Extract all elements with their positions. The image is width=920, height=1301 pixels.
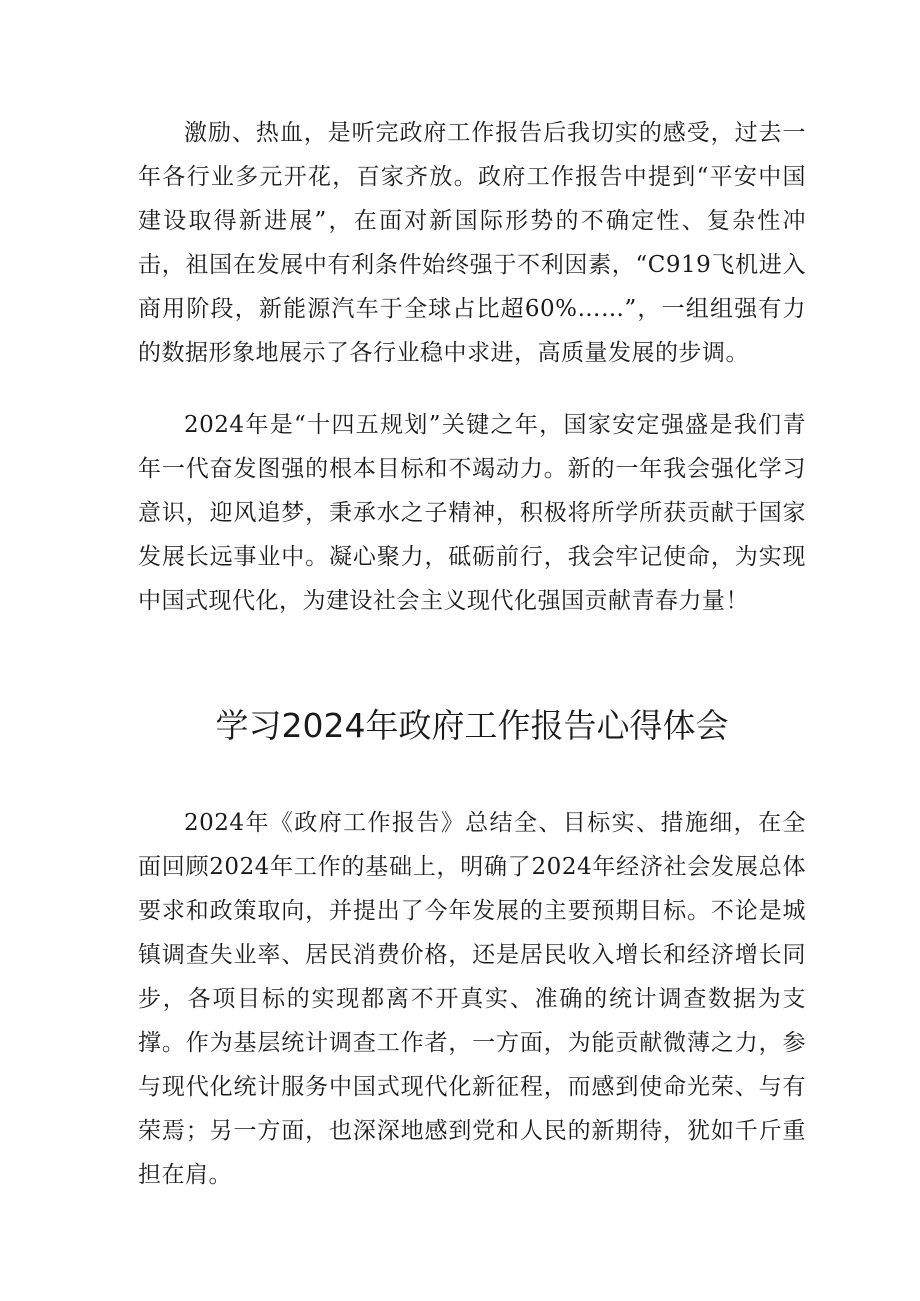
paragraph-1: 激励、热血，是听完政府工作报告后我切实的感受，过去一年各行业多元开花，百家齐放。政府工作报告中提到“平安中国建设取得新进展”，在面对新国际形势的不确定性、复杂性冲击，祖国在发展中有利条件始终强于不利因素，“C919飞机进入商用阶段，新能源汽车于全球占比超60%……”，一组组强有力的数据形象地展示了各行业稳中求进，高质量发展的步调。 — [138, 120, 806, 366]
paragraph-2: 2024年是“十四五规划”关键之年，国家安定强盛是我们青年一代奋发图强的根本目标和不竭动力。新的一年我会强化学习意识，迎风追梦，秉承水之子精神，积极将所学所获贡献于国家发展长远事业中。凝心聚力，砥砺前行，我会牢记使命，为实现中国式现代化，为建设社会主义现代化强国贡献青春力量！ — [138, 412, 806, 614]
paragraph-3: 2024年《政府工作报告》总结全、目标实、措施细，在全面回顾2024年工作的基础上，明确了2024年经济社会发展总体要求和政策取向，并提出了今年发展的主要预期目标。不论是城镇调查失业率、居民消费价格，还是居民收入增长和经济增长同步，各项目标的实现都离不开真实、准确的统计调查数据为支撑。作为基层统计调查工作者，一方面，为能贡献微薄之力，参与现代化统计服务中国式现代化新征程，而感到使命光荣、与有荣焉；另一方面，也深深地感到党和人民的新期待，犹如千斤重担在肩。 — [138, 810, 806, 1188]
section-heading: 学习2024年政府工作报告心得体会 — [215, 706, 729, 745]
